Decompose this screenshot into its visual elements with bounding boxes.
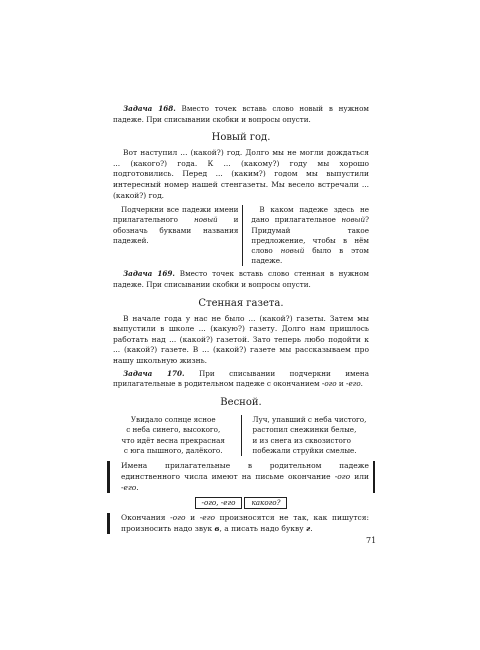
task-170-ending-1: -ого (321, 379, 337, 389)
poem-line: что идёт весна прекрасная (121, 435, 225, 445)
rule-2-letter: г (306, 523, 311, 533)
rule-2-text-d: , а писать надо букву (219, 523, 307, 533)
rule-right-bar (373, 461, 376, 493)
grammar-rule-genitive (113, 461, 369, 493)
assignment-right (242, 205, 369, 266)
rule-1-text-b: или (350, 471, 369, 481)
page-number: 71 (366, 536, 377, 545)
endings-table (113, 497, 369, 509)
rule-2-text-c: произносятся не так, как пишутся: произносить надо звук (121, 513, 369, 533)
rule-2-text-e: . (310, 523, 313, 533)
assignment-left-word: новый (193, 215, 218, 225)
rule-2-ending-2: -его (199, 513, 215, 523)
text-title-new-year: Новый год. (211, 132, 271, 144)
rule-2-sound: в (214, 523, 220, 533)
page-content (113, 104, 369, 538)
text-new-year: Вот наступил ... (какой?) год. Долго мы не могли дождаться ... (какого?) года. К ... (какому?) году мы хорошо подготовились. Перед ... (каким?) годом мы выпустили интересный номер нашей стенгазеты. Мы весело встречали ... (какой?) год. (113, 148, 369, 200)
task-168 (113, 104, 369, 125)
task-170-text-c: . (360, 379, 363, 389)
rule-left-bar (107, 513, 110, 534)
task-170 (113, 369, 369, 390)
poem-line: с неба синего, высокого, (126, 425, 221, 435)
poem-line: Луч, упавший с неба чистого, (252, 414, 367, 424)
poem-stanza-right (241, 415, 369, 457)
task-169-text: Вместо точек вставь слово стенная в нужном падеже. При списывании скобки и вопросы опусти. (113, 269, 369, 289)
poem-title-spring: Весной. (220, 396, 262, 408)
assignment-left-text-b: и обозначь буквами названия падежей. (113, 215, 239, 245)
poem-line: и из снега из сквозистого (252, 435, 351, 445)
rule-1-text-c: . (136, 482, 139, 492)
task-170-text-b: и (336, 379, 347, 389)
poem-line: с юга пышного, далёкого. (123, 445, 223, 455)
rule-1-ending-1: -ого (334, 471, 351, 481)
poem-line: Увидало солнце ясное (130, 414, 216, 424)
poem-line: растопил снежинки белые, (252, 425, 357, 435)
grammar-rule-pronunciation (113, 513, 369, 534)
poem (113, 415, 369, 457)
poem-line: побежали струйки смелые. (252, 445, 357, 455)
task-168-number: Задача 168. (123, 104, 176, 113)
task-169-number: Задача 169. (123, 269, 175, 279)
assignment-right-text-a: В каком падеже здесь не дано прилагательное (251, 205, 369, 225)
task-170-text-a: При списывании подчеркни имена прилагательные в родительном падеже с окончанием (113, 368, 369, 389)
task-169 (113, 269, 369, 290)
assignment-right-word-1: новый (341, 215, 366, 225)
poem-stanza-left (113, 415, 241, 457)
task-170-ending-2: -его (346, 379, 361, 389)
assignment-left (113, 205, 242, 266)
assignment-right-text-b: ? Придумай такое предложение, чтобы в нём слово (251, 215, 369, 255)
task-168-assignments (113, 205, 369, 266)
task-168-text: Вместо точек вставь слово новый в нужном падеже. При списывании скобки и вопросы опусти. (113, 104, 369, 124)
question-box: какого? (244, 497, 287, 509)
task-170-number: Задача 170. (123, 368, 185, 378)
text-wall-newspaper: В начале года у нас не было ... (какой?) газеты. Затем мы выпустили в школе ... (какую?) газету. Долго нам пришлось работать над ... (какой?) газетой. Зато теперь любо подойти к ... (какой?) газете. В ... (какой?) газете мы рассказываем про нашу школьную жизнь. (113, 313, 369, 365)
assignment-right-text-c: было в этом падеже. (251, 245, 369, 266)
endings-box: -ого, -его (195, 497, 243, 509)
assignment-left-text-a: Подчеркни все падежи имени прилагательного (113, 205, 239, 225)
text-title-wall-newspaper: Стенная газета. (198, 297, 284, 309)
rule-2-ending-1: -ого (170, 513, 186, 523)
rule-2-text-a: Окончания (121, 513, 171, 523)
assignment-right-word-2: новый (280, 245, 305, 255)
rule-2-text-b: и (185, 513, 200, 523)
rule-left-bar (107, 461, 110, 493)
rule-1-ending-2: -его (121, 482, 137, 492)
rule-1-text-a: Имена прилагательные в родительном падеже единственного числа имеют на письме окончание (121, 461, 369, 481)
